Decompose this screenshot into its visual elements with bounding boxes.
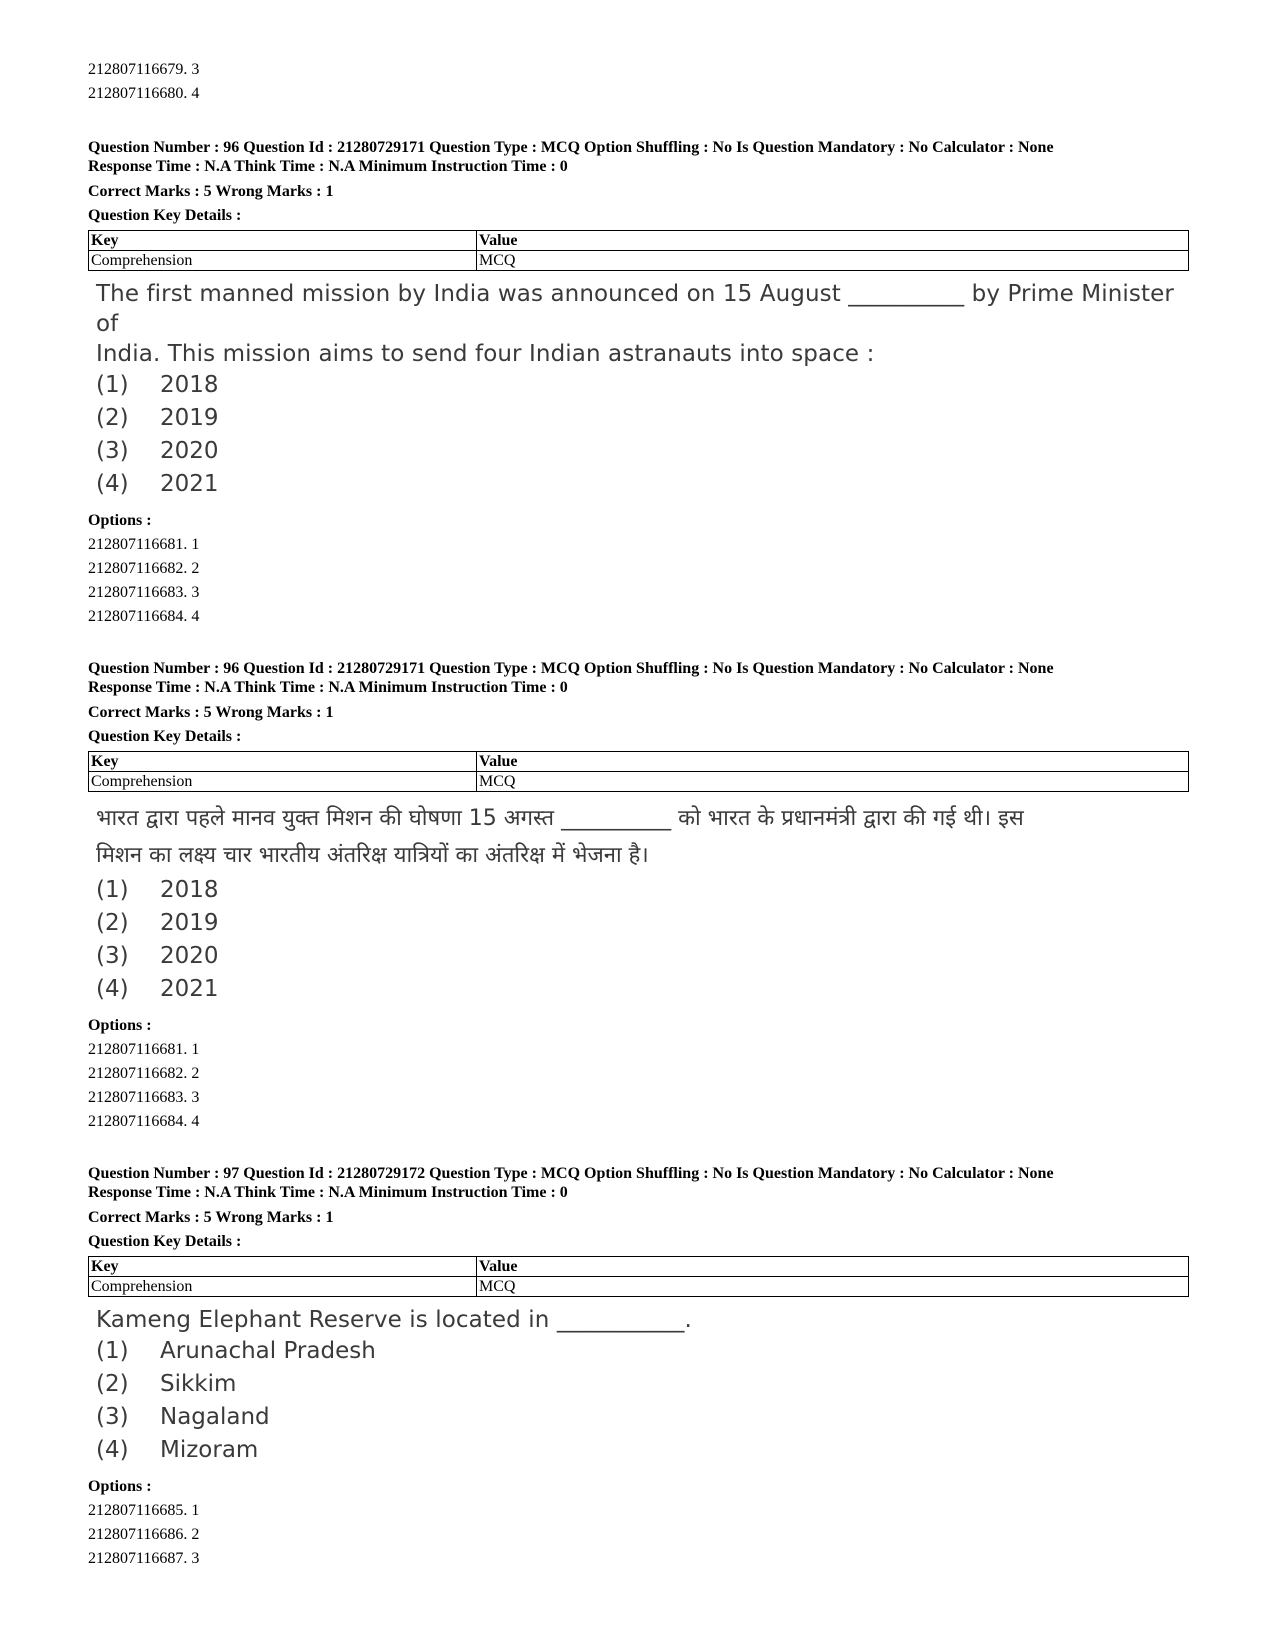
table-cell-value: MCQ — [477, 772, 1189, 792]
choice-text: Nagaland — [160, 1404, 270, 1430]
answer-choice — [96, 1335, 1188, 1368]
choice-text: 2021 — [160, 976, 219, 1002]
choice-number: (3) — [96, 943, 129, 969]
option-line: 212807116682. 2 — [88, 1065, 200, 1082]
answer-choice — [96, 874, 1188, 907]
question-text — [96, 1305, 1188, 1335]
question-text-line-1: Kameng Elephant Reserve is located in ___________. — [96, 1307, 692, 1333]
option-line: 212807116679. 3 — [88, 61, 200, 78]
question-meta — [88, 138, 1188, 176]
table-header-key: Key — [89, 1257, 477, 1277]
previous-options — [88, 58, 1188, 106]
choice-number: (4) — [96, 976, 129, 1002]
question-meta-line-1: Question Number : 97 Question Id : 21280729172 Question Type : MCQ Option Shuffling : No Is Question Mandatory : No Calculator : None — [88, 1165, 1054, 1182]
key-details-table — [88, 1256, 1189, 1297]
answer-choice — [96, 907, 1188, 940]
question-text-line-2: मिशन का लक्ष्य चार भारतीय अंतरिक्ष यात्रियों का अंतरिक्ष में भेजना है। — [96, 843, 649, 868]
question-text — [96, 800, 1188, 874]
table-row — [89, 1277, 1189, 1297]
question-block-1 — [88, 138, 1188, 629]
question-block-2 — [88, 659, 1188, 1134]
choice-text: 2019 — [160, 910, 219, 936]
option-line: 212807116684. 4 — [88, 1113, 200, 1130]
choice-text: 2019 — [160, 405, 219, 431]
key-details-label: Question Key Details : — [88, 1233, 242, 1250]
question-image — [96, 279, 1188, 501]
option-line: 212807116683. 3 — [88, 584, 200, 601]
question-text — [96, 279, 1188, 369]
choice-text: Sikkim — [160, 1371, 237, 1397]
table-header-row — [89, 1257, 1189, 1277]
table-header-key: Key — [89, 231, 477, 251]
choice-number: (3) — [96, 1404, 129, 1430]
question-meta-line-2: Response Time : N.A Think Time : N.A Minimum Instruction Time : 0 — [88, 1184, 568, 1201]
choice-text: Arunachal Pradesh — [160, 1338, 376, 1364]
choice-text: 2021 — [160, 471, 219, 497]
choice-number: (1) — [96, 372, 129, 398]
table-header-row — [89, 752, 1189, 772]
choice-number: (1) — [96, 1338, 129, 1364]
question-image — [96, 800, 1188, 1006]
choice-text: 2020 — [160, 438, 219, 464]
question-meta-line-2: Response Time : N.A Think Time : N.A Minimum Instruction Time : 0 — [88, 158, 568, 175]
question-meta-line-2: Response Time : N.A Think Time : N.A Minimum Instruction Time : 0 — [88, 679, 568, 696]
question-meta-line-1: Question Number : 96 Question Id : 21280729171 Question Type : MCQ Option Shuffling : No Is Question Mandatory : No Calculator : None — [88, 139, 1054, 156]
choice-number: (2) — [96, 1371, 129, 1397]
table-cell-key: Comprehension — [89, 772, 477, 792]
key-details-label: Question Key Details : — [88, 728, 242, 745]
option-line: 212807116685. 1 — [88, 1502, 200, 1519]
choice-text: 2018 — [160, 372, 219, 398]
options-label: Options : — [88, 512, 152, 529]
marks-line: Correct Marks : 5 Wrong Marks : 1 — [88, 183, 334, 200]
answer-choice — [96, 1368, 1188, 1401]
choice-text: 2018 — [160, 877, 219, 903]
option-line: 212807116687. 3 — [88, 1550, 200, 1567]
question-text-line-1: भारत द्वारा पहले मानव युक्त मिशन की घोषणा 15 अगस्त __________ को भारत के प्रधानमंत्री द्वारा की गई थी। इस — [96, 806, 1024, 831]
question-block-3 — [88, 1164, 1188, 1571]
option-line: 212807116683. 3 — [88, 1089, 200, 1106]
option-line: 212807116684. 4 — [88, 608, 200, 625]
question-meta — [88, 659, 1188, 697]
table-header-key: Key — [89, 752, 477, 772]
answer-choice — [96, 940, 1188, 973]
table-cell-value: MCQ — [477, 251, 1189, 271]
choice-text: Mizoram — [160, 1437, 259, 1463]
answer-choices — [96, 369, 1188, 501]
choice-number: (1) — [96, 877, 129, 903]
option-line: 212807116680. 4 — [88, 85, 200, 102]
answer-choices — [96, 1335, 1188, 1467]
question-text-line-2: India. This mission aims to send four Indian astranauts into space : — [96, 341, 875, 367]
choice-number: (2) — [96, 910, 129, 936]
table-cell-key: Comprehension — [89, 251, 477, 271]
option-line: 212807116686. 2 — [88, 1526, 200, 1543]
key-details-label: Question Key Details : — [88, 207, 242, 224]
option-line: 212807116682. 2 — [88, 560, 200, 577]
table-cell-key: Comprehension — [89, 1277, 477, 1297]
table-header-value: Value — [477, 231, 1189, 251]
key-details-table — [88, 230, 1189, 271]
question-meta-line-1: Question Number : 96 Question Id : 21280729171 Question Type : MCQ Option Shuffling : No Is Question Mandatory : No Calculator : None — [88, 660, 1054, 677]
question-text-line-1: The first manned mission by India was announced on 15 August __________ by Prime Minister of — [96, 281, 1174, 337]
answer-choice — [96, 973, 1188, 1006]
answer-choice — [96, 402, 1188, 435]
answer-choice — [96, 1434, 1188, 1467]
choice-number: (4) — [96, 471, 129, 497]
table-header-value: Value — [477, 1257, 1189, 1277]
answer-choices — [96, 874, 1188, 1006]
marks-line: Correct Marks : 5 Wrong Marks : 1 — [88, 704, 334, 721]
question-meta — [88, 1164, 1188, 1202]
answer-choice — [96, 369, 1188, 402]
key-details-table — [88, 751, 1189, 792]
table-row — [89, 772, 1189, 792]
question-image — [96, 1305, 1188, 1467]
answer-choice — [96, 1401, 1188, 1434]
document-page — [88, 58, 1188, 1571]
options-label: Options : — [88, 1017, 152, 1034]
choice-text: 2020 — [160, 943, 219, 969]
table-header-row — [89, 231, 1189, 251]
marks-line: Correct Marks : 5 Wrong Marks : 1 — [88, 1209, 334, 1226]
table-header-value: Value — [477, 752, 1189, 772]
options-label: Options : — [88, 1478, 152, 1495]
table-row — [89, 251, 1189, 271]
choice-number: (3) — [96, 438, 129, 464]
choice-number: (2) — [96, 405, 129, 431]
table-cell-value: MCQ — [477, 1277, 1189, 1297]
answer-choice — [96, 468, 1188, 501]
option-line: 212807116681. 1 — [88, 536, 200, 553]
option-line: 212807116681. 1 — [88, 1041, 200, 1058]
choice-number: (4) — [96, 1437, 129, 1463]
answer-choice — [96, 435, 1188, 468]
